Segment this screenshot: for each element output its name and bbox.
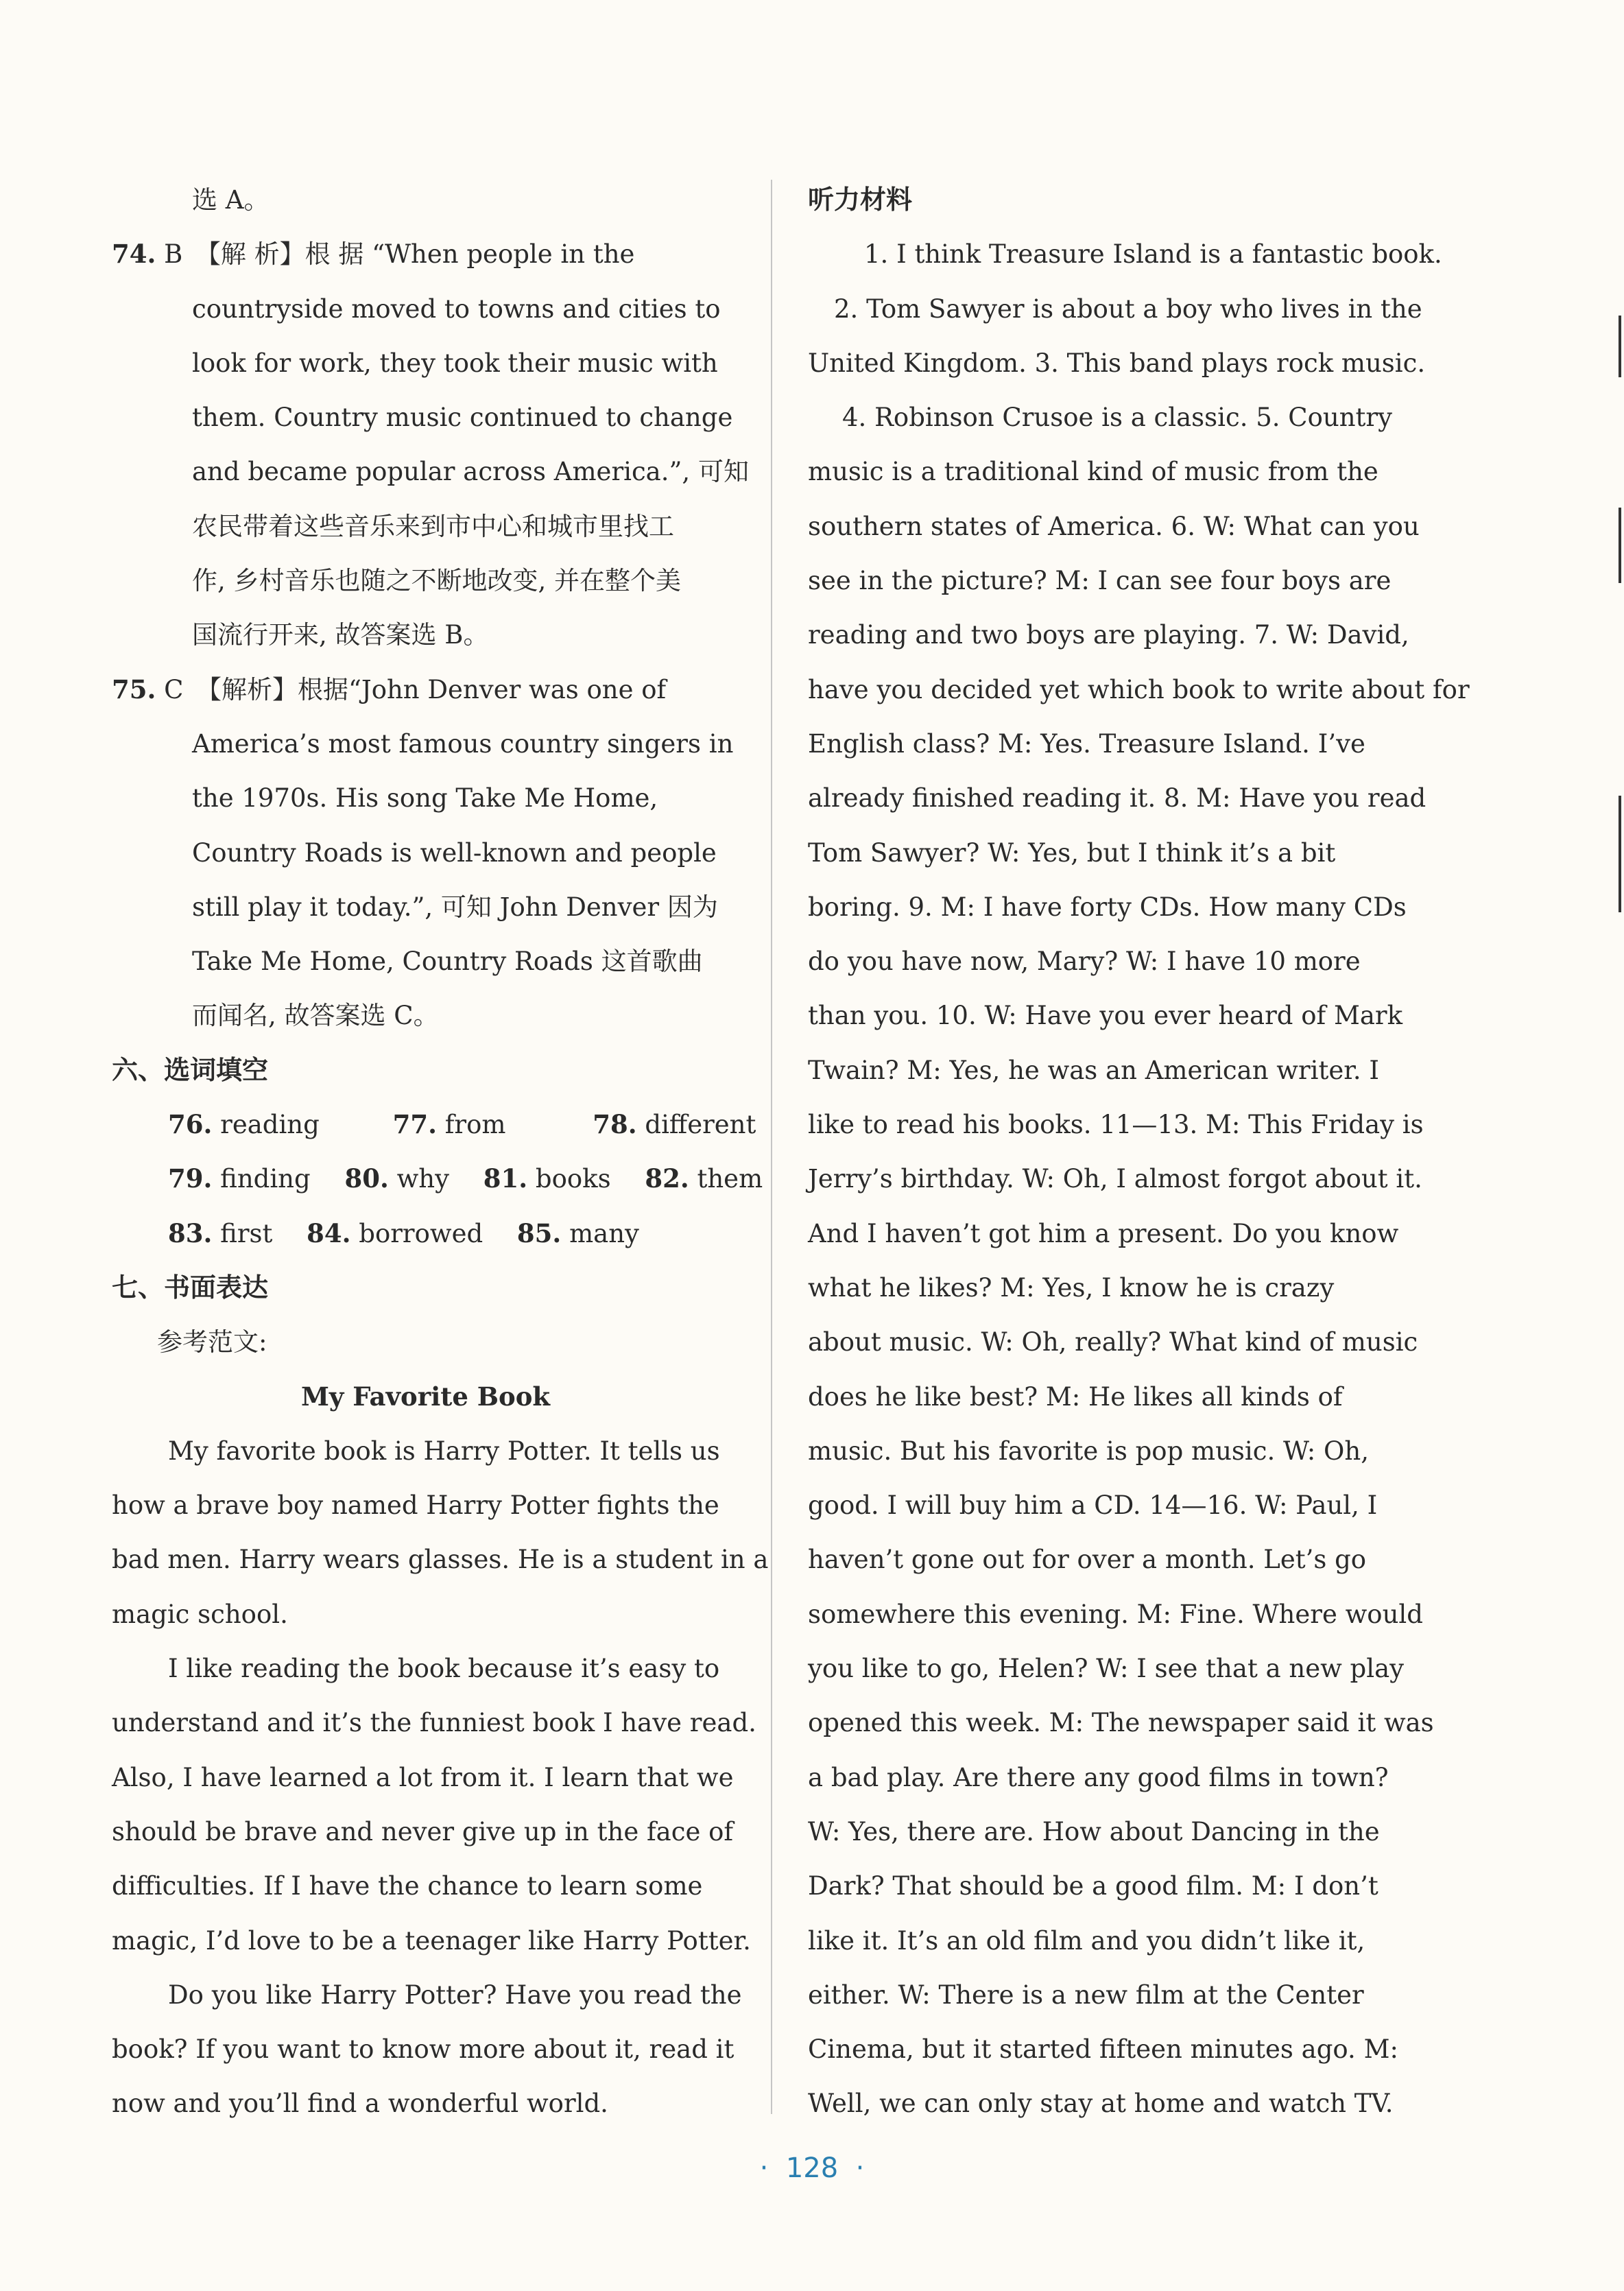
listening-line: Cinema, but it started fifteen minutes ago. M: bbox=[808, 2034, 1398, 2065]
answer-word: first bbox=[220, 1218, 273, 1248]
answer-number: 85. bbox=[516, 1218, 562, 1248]
scan-edge-marks bbox=[1614, 261, 1624, 1084]
answer-75-line: America’s most famous country singers in bbox=[192, 728, 734, 759]
answer-number: 82. bbox=[645, 1163, 689, 1194]
answers-6-row-3 bbox=[112, 1207, 739, 1261]
answer-word: different bbox=[645, 1110, 756, 1140]
essay-line: Do you like Harry Potter? Have you read the bbox=[168, 1980, 742, 2010]
answer-word: reading bbox=[220, 1110, 320, 1140]
answer-number: 79. bbox=[168, 1163, 213, 1194]
listening-line: 2. Tom Sawyer is about a boy who lives in the bbox=[834, 294, 1422, 324]
listening-line: good. I will buy him a CD. 14—16. W: Paul, I bbox=[808, 1491, 1378, 1521]
listening-line: opened this week. M: The newspaper said it was bbox=[808, 1708, 1434, 1738]
section-6-heading: 六、选词填空 bbox=[112, 1054, 269, 1085]
listening-line: what he likes? M: Yes, I know he is crazy bbox=[808, 1272, 1335, 1303]
essay-line: now and you’ll find a wonderful world. bbox=[112, 2089, 608, 2119]
listening-heading: 听力材料 bbox=[808, 185, 913, 215]
answer-word: from bbox=[444, 1110, 506, 1140]
answer-74 bbox=[112, 227, 749, 662]
answer-word: books bbox=[535, 1164, 611, 1194]
answer-number: 83. bbox=[168, 1218, 213, 1248]
answer-74-line-1 bbox=[112, 227, 739, 281]
answer-word: finding bbox=[220, 1164, 311, 1194]
listening-line: Twain? M: Yes, he was an American writer. I bbox=[808, 1055, 1380, 1085]
essay-line: how a brave boy named Harry Potter fights the bbox=[112, 1491, 719, 1521]
answer-number: 77. bbox=[392, 1109, 437, 1140]
listening-line: a bad play. Are there any good films in town? bbox=[808, 1762, 1389, 1792]
sample-label: 参考范文: bbox=[157, 1327, 267, 1357]
left-column bbox=[112, 173, 769, 2131]
listening-line: And I haven’t got him a present. Do you know bbox=[808, 1218, 1399, 1248]
answer-74-line: them. Country music continued to change bbox=[192, 403, 733, 433]
listening-line: you like to go, Helen? W: I see that a new play bbox=[808, 1654, 1405, 1684]
essay-title: My Favorite Book bbox=[300, 1381, 551, 1412]
listening-line: somewhere this evening. M: Fine. Where would bbox=[808, 1599, 1423, 1629]
answers-6-row-2 bbox=[112, 1152, 763, 1206]
listening-line: have you decided yet which book to write about for bbox=[808, 674, 1470, 704]
right-column bbox=[808, 173, 1470, 2131]
answer-74-line: 国流行开来, 故答案选 B。 bbox=[192, 620, 489, 650]
answer-75-line: Take Me Home, Country Roads 这首歌曲 bbox=[192, 947, 703, 977]
answer-number: 84. bbox=[307, 1218, 351, 1248]
answer-number: 78. bbox=[593, 1109, 637, 1140]
essay-line: I like reading the book because it’s easy to bbox=[168, 1654, 720, 1684]
essay-line: understand and it’s the funniest book I have read. bbox=[112, 1708, 756, 1738]
listening-line: Jerry’s birthday. W: Oh, I almost forgot about it. bbox=[808, 1164, 1422, 1194]
answer-word: why bbox=[396, 1164, 449, 1194]
listening-line: than you. 10. W: Have you ever heard of Mark bbox=[808, 1001, 1403, 1031]
answer-word: many bbox=[569, 1218, 639, 1248]
essay-line: bad men. Harry wears glasses. He is a student in a bbox=[112, 1545, 769, 1575]
answer-number: 81. bbox=[483, 1163, 528, 1194]
answer-word: them bbox=[697, 1164, 763, 1194]
listening-line: Dark? That should be a good film. M: I don’t bbox=[808, 1871, 1378, 1901]
listening-line: like it. It’s an old film and you didn’t like it, bbox=[808, 1925, 1365, 1956]
essay-line: difficulties. If I have the chance to learn some bbox=[112, 1871, 703, 1901]
answer-74-line: 作, 乡村音乐也随之不断地改变, 并在整个美 bbox=[192, 566, 682, 596]
answer-75-line: Country Roads is well-known and people bbox=[192, 838, 717, 868]
listening-line: do you have now, Mary? W: I have 10 more bbox=[808, 947, 1361, 977]
listening-line: English class? M: Yes. Treasure Island. I’ve bbox=[808, 728, 1365, 759]
column-divider bbox=[771, 180, 772, 2114]
listening-line: music is a traditional kind of music from the bbox=[808, 457, 1378, 487]
listening-line: 1. I think Treasure Island is a fantastic book. bbox=[864, 239, 1442, 270]
answer-74-first-line: B 【解 析】根 据 “When people in the bbox=[164, 239, 635, 270]
section-7-heading: 七、书面表达 bbox=[112, 1272, 269, 1303]
listening-line: boring. 9. M: I have forty CDs. How many CDs bbox=[808, 892, 1407, 922]
answer-74-line: look for work, they took their music with bbox=[192, 348, 718, 378]
answer-word: borrowed bbox=[359, 1218, 483, 1248]
listening-line: like to read his books. 11—13. M: This Friday is bbox=[808, 1110, 1424, 1140]
page-number-value: 128 bbox=[785, 2152, 839, 2184]
answer-75-first-line: C 【解析】根据“John Denver was one of bbox=[164, 674, 667, 704]
listening-line: southern states of America. 6. W: What can you bbox=[808, 511, 1420, 541]
answer-75-line: still play it today.”, 可知 John Denver 因为 bbox=[192, 892, 718, 922]
essay-body bbox=[112, 1424, 769, 2131]
answer-74-line: countryside moved to towns and cities to bbox=[192, 294, 721, 324]
listening-line: W: Yes, there are. How about Dancing in the bbox=[808, 1816, 1380, 1847]
listening-line: reading and two boys are playing. 7. W: David, bbox=[808, 620, 1409, 650]
answer-75-line-1 bbox=[112, 663, 739, 717]
listening-line: United Kingdom. 3. This band plays rock music. bbox=[808, 348, 1426, 378]
answer-75-line: 而闻名, 故答案选 C。 bbox=[192, 1001, 439, 1031]
answer-75-number: 75. bbox=[112, 674, 156, 704]
listening-line: either. W: There is a new film at the Center bbox=[808, 1980, 1364, 2010]
essay-line: My favorite book is Harry Potter. It tells us bbox=[168, 1436, 720, 1466]
answer-74-line: 农民带着这些音乐来到市中心和城市里找工 bbox=[192, 511, 674, 541]
continuation-text: 选 A。 bbox=[192, 185, 270, 215]
listening-line: already finished reading it. 8. M: Have you read bbox=[808, 783, 1426, 814]
page-number: · 128 · bbox=[759, 2152, 865, 2184]
listening-line: about music. W: Oh, really? What kind of music bbox=[808, 1327, 1418, 1357]
essay-line: Also, I have learned a lot from it. I learn that we bbox=[112, 1762, 734, 1792]
listening-line: does he like best? M: He likes all kinds of bbox=[808, 1381, 1343, 1412]
answer-74-line: and became popular across America.”, 可知 bbox=[192, 457, 749, 487]
answers-6-row-1 bbox=[112, 1097, 756, 1152]
listening-line: music. But his favorite is pop music. W: Oh, bbox=[808, 1436, 1369, 1466]
listening-line: haven’t gone out for over a month. Let’s go bbox=[808, 1545, 1367, 1575]
listening-line: 4. Robinson Crusoe is a classic. 5. Country bbox=[842, 403, 1392, 433]
essay-line: book? If you want to know more about it, read it bbox=[112, 2034, 735, 2065]
essay-line: magic school. bbox=[112, 1599, 288, 1629]
answer-number: 80. bbox=[344, 1163, 389, 1194]
answer-74-number: 74. bbox=[112, 239, 156, 270]
answer-number: 76. bbox=[168, 1109, 213, 1140]
listening-line: see in the picture? M: I can see four boys are bbox=[808, 566, 1392, 596]
answer-75-line: the 1970s. His song Take Me Home, bbox=[192, 783, 658, 814]
listening-line: Well, we can only stay at home and watch TV. bbox=[808, 2089, 1394, 2119]
essay-line: should be brave and never give up in the face of bbox=[112, 1816, 734, 1847]
answer-75 bbox=[112, 663, 739, 1043]
essay-line: magic, I’d love to be a teenager like Harry Potter. bbox=[112, 1925, 751, 1956]
listening-line: Tom Sawyer? W: Yes, but I think it’s a bit bbox=[808, 838, 1336, 868]
